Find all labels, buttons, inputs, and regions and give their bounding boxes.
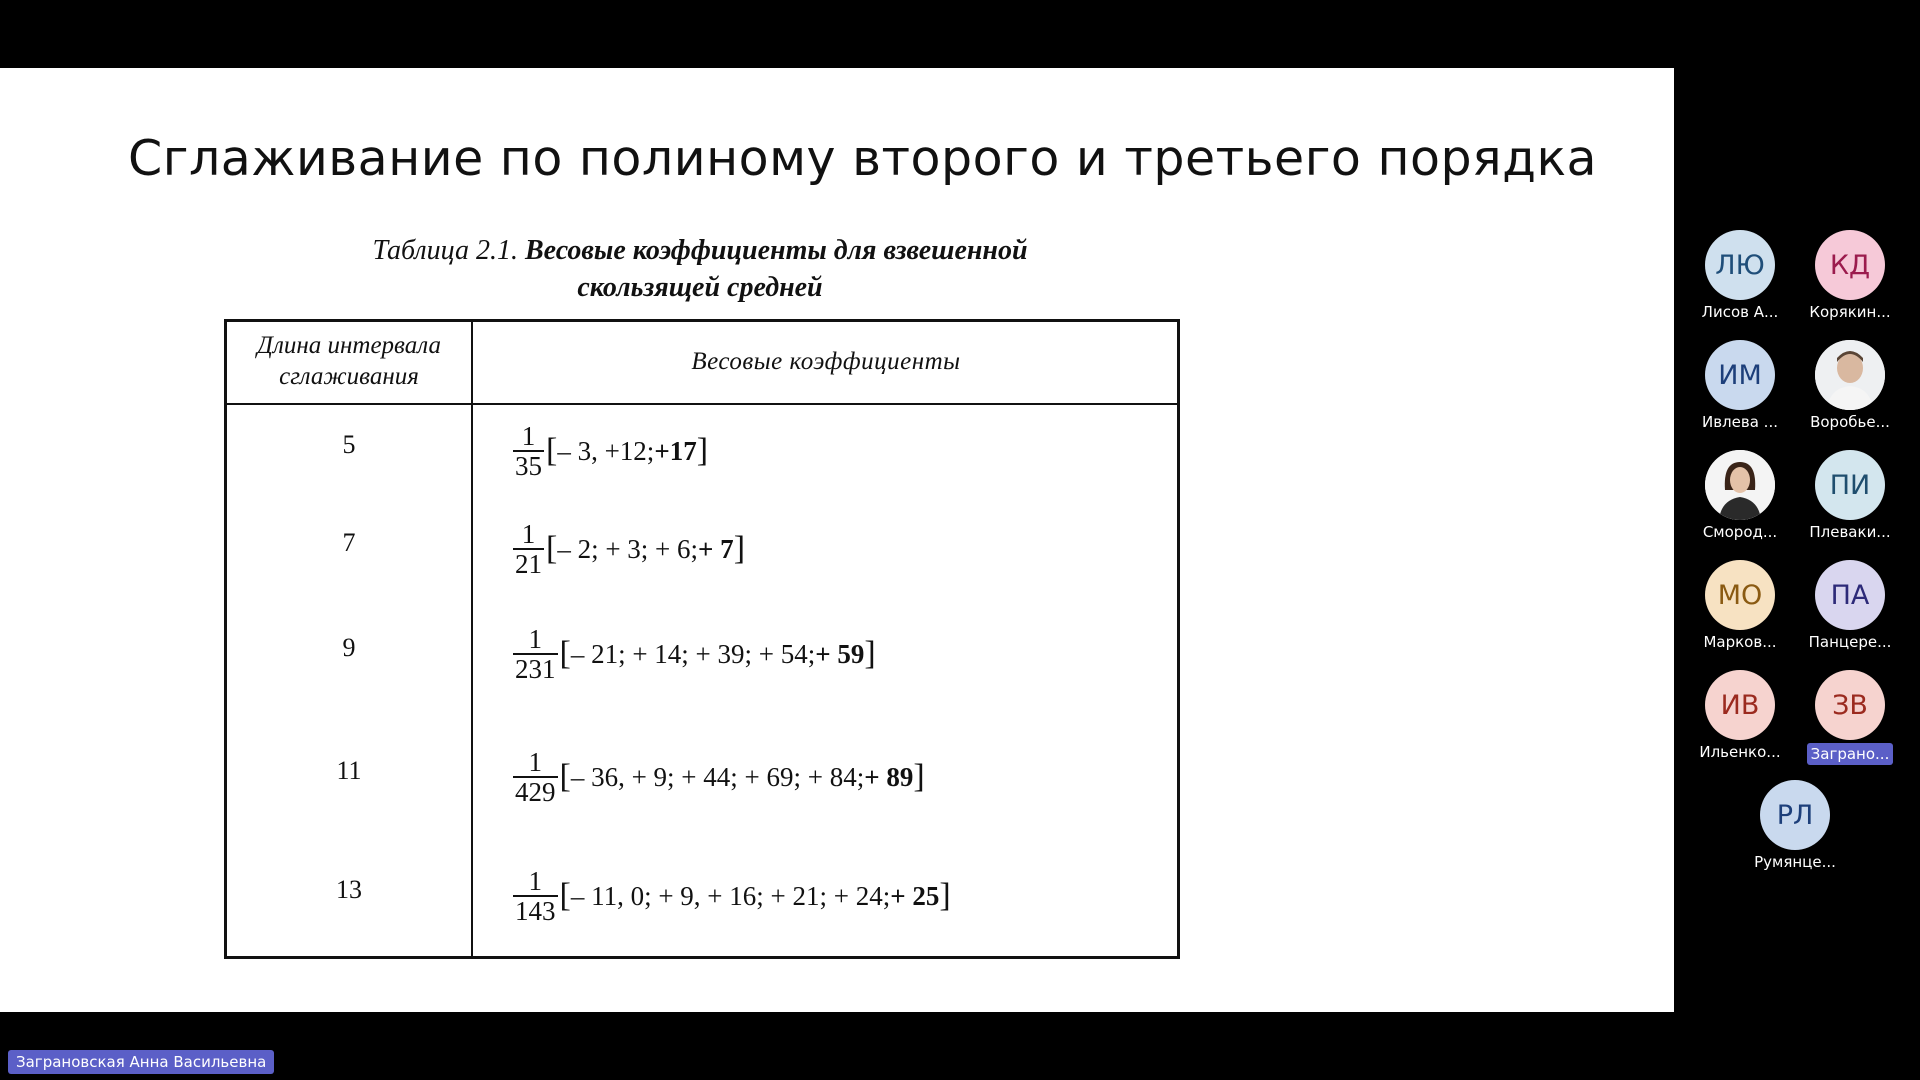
fraction [513,422,544,480]
presenter-name-label: Заграновская Анна Васильевна [8,1050,274,1074]
coefficient-formula: $\frac{1}{231}$ [ – 21; + 14; + 39; + 54; + 59 ] [515,624,876,684]
slide-title: Сглаживание по полиному второго и третьего порядка [128,130,1598,187]
participant-name: Ильенко... [1699,743,1781,761]
avatar-photo [1815,340,1885,410]
coefficient-values: – 3, +12; [557,435,655,466]
fraction [513,520,544,578]
central-coefficient: + 25 [890,880,940,911]
fraction-numerator: 1 [521,519,536,549]
coefficient-formula: $\frac{1}{21}$ [ – 2; + 3; + 6; + 7 ] [515,519,746,579]
fraction-numerator: 1 [528,747,542,777]
header-interval-length [227,330,471,392]
participant-tile[interactable] [1795,230,1905,321]
participant-tile[interactable] [1795,450,1905,541]
table-caption [220,232,1180,306]
fraction-denominator: 35 [515,451,542,481]
participant-tile[interactable] [1685,450,1795,541]
central-coefficient: + 89 [864,761,914,792]
participant-name-speaking: Заграно... [1807,743,1894,765]
participant-tile[interactable] [1795,340,1905,431]
participant-name: Марков... [1703,633,1777,651]
coefficient-formula: $\frac{1}{429}$ [ – 36, + 9; + 44; + 69; + 84; + 89 ] [515,747,925,807]
participant-tile[interactable] [1685,340,1795,431]
fraction-numerator: 1 [528,624,542,654]
caption-text-line2: скользящей средней [577,272,823,303]
participant-name: Ивлева ... [1702,413,1778,431]
participant-tile[interactable] [1685,230,1795,321]
avatar: ИВ [1705,670,1775,740]
interval-length-cell: 5 [342,430,356,459]
central-coefficient: + 59 [815,638,865,669]
fraction-numerator: 1 [521,421,536,451]
shared-slide [0,68,1674,1012]
interval-length-cell: 9 [342,633,356,662]
avatar: ИМ [1705,340,1775,410]
fraction-numerator: 1 [528,866,542,896]
coefficient-values: – 2; + 3; + 6; [557,533,699,564]
fraction-denominator: 143 [515,896,556,926]
coefficient-formula: $\frac{1}{35}$ [ – 3, +12; +17 ] [515,421,709,481]
central-coefficient: + 7 [698,533,734,564]
participant-tile[interactable] [1795,670,1905,765]
header-interval-length-line2: сглаживания [279,363,419,390]
table-divider-vertical [471,322,473,956]
coefficient-values: – 36, + 9; + 44; + 69; + 84; [570,761,865,792]
avatar: ПИ [1815,450,1885,520]
fraction-denominator: 429 [515,777,556,807]
participant-name: Румянце... [1754,853,1836,871]
fraction [513,625,558,683]
coefficient-formula: $\frac{1}{143}$ [ – 11, 0; + 9, + 16; + 21; + 24; + 25 ] [515,866,951,926]
avatar: РЛ [1760,780,1830,850]
interval-length-cell: 11 [336,756,362,785]
participant-tile[interactable] [1740,780,1850,871]
participant-name: Смород... [1702,523,1778,541]
participant-name: Воробье... [1810,413,1890,431]
avatar: ЛЮ [1705,230,1775,300]
person-photo-icon [1815,340,1885,410]
participant-tile[interactable] [1685,560,1795,651]
fraction-denominator: 21 [515,549,542,579]
coefficient-values: – 21; + 14; + 39; + 54; [570,638,816,669]
interval-length-cell: 13 [336,875,362,904]
header-interval-length-line1: Длина интервала [257,332,441,359]
table-divider-horizontal [227,403,1177,405]
fraction [513,867,558,925]
participant-tile[interactable] [1795,560,1905,651]
person-photo-icon [1705,450,1775,520]
avatar-photo [1705,450,1775,520]
interval-length-cell: 7 [342,528,356,557]
participant-name: Плеваки... [1809,523,1891,541]
central-coefficient: +17 [654,435,697,466]
fraction-denominator: 231 [515,654,556,684]
coefficient-values: – 11, 0; + 9, + 16; + 21; + 24; [570,880,891,911]
caption-label: Таблица 2.1. [372,235,518,266]
avatar: КД [1815,230,1885,300]
fraction [513,748,558,806]
coefficients-table [224,319,1180,959]
avatar: МО [1705,560,1775,630]
avatar: ПА [1815,560,1885,630]
participant-name: Панцере... [1808,633,1892,651]
avatar: ЗВ [1815,670,1885,740]
participant-name: Лисов А... [1701,303,1779,321]
participant-name: Корякин... [1809,303,1891,321]
participant-tile[interactable] [1685,670,1795,761]
caption-text-line1: Весовые коэффициенты для взвешенной [524,235,1028,266]
header-coefficients: Весовые коэффициенты [691,348,961,375]
